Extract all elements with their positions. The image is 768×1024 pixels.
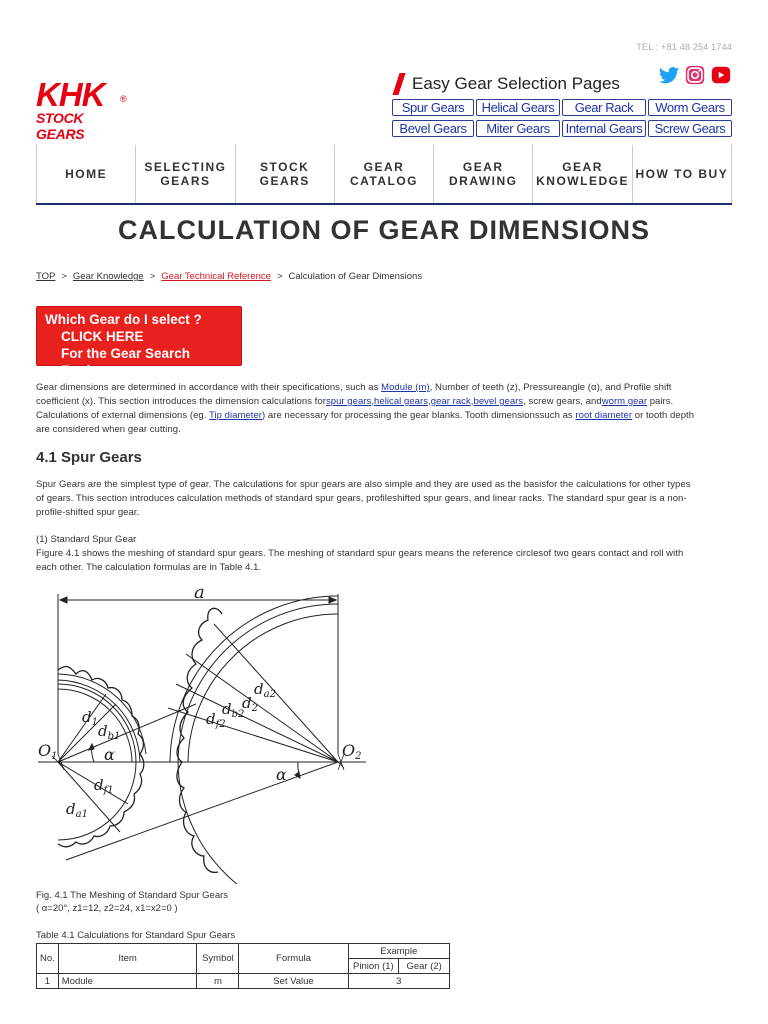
nav-selecting-gears-label-2: GEARS — [160, 174, 211, 188]
header-example: Example — [348, 944, 450, 959]
label-center-distance: a — [194, 584, 205, 603]
cta-line-2: CLICK HERE — [61, 329, 144, 344]
spur-gears-paragraph — [36, 478, 732, 520]
nav-gear-catalog-label-2: CATALOG — [349, 174, 418, 188]
breadcrumb-gear-knowledge[interactable]: Gear Knowledge — [72, 271, 144, 282]
gear-meshing-diagram — [36, 584, 376, 884]
tip-diameter-link[interactable]: Tip diameter — [208, 410, 263, 421]
page-title: CALCULATION OF GEAR DIMENSIONS — [118, 215, 650, 245]
cell-item: Module — [58, 974, 197, 989]
module-link[interactable]: Module (m) — [381, 382, 430, 393]
header-symbol: Symbol — [197, 944, 239, 974]
intro-text: Calculations of external dimensions (eg. — [36, 410, 209, 421]
cell-example: 3 — [348, 974, 450, 989]
table-row — [37, 974, 450, 989]
paragraph-line: each other. The calculation formulas are in Table 4.1. — [36, 562, 262, 573]
breadcrumb-sep: > — [61, 271, 67, 282]
logo-stock-gears-text: STOCK GEARS — [36, 110, 85, 142]
nav-home[interactable] — [36, 145, 135, 203]
intro-text: , Number of teeth (z), Pressureangle (α), and Profile shift — [429, 382, 672, 393]
nav-selecting-gears[interactable] — [135, 145, 234, 203]
nav-gear-knowledge[interactable] — [532, 145, 631, 203]
intro-text: , — [371, 396, 375, 407]
label-d2: $d_2$ — [242, 694, 258, 714]
intro-text: coefficient (x). This section introduces the dimension calculations for — [36, 396, 326, 407]
spur-gear-calculation-table — [36, 943, 450, 989]
label-db2: $d_{b2}$ — [222, 700, 245, 720]
intro-text: ) are necessary for processing the gear blanks. Tooth dimensionssuch as — [262, 410, 576, 421]
cta-line-3: For the Gear Search Engine — [61, 346, 191, 378]
label-alpha-2: α — [276, 765, 287, 784]
link-bevel-gears[interactable]: Bevel Gears — [392, 120, 474, 137]
breadcrumb-top[interactable]: TOP — [36, 271, 56, 282]
nav-gear-knowledge-label-1: GEAR — [562, 160, 603, 174]
tel-number: TEL : +81 48 254 1744 — [636, 42, 732, 52]
label-alpha-1: α — [104, 745, 115, 764]
breadcrumb-sep: > — [276, 271, 283, 282]
breadcrumb — [36, 271, 422, 282]
nav-gear-catalog[interactable] — [334, 145, 433, 203]
nav-home-label: HOME — [65, 167, 108, 181]
link-internal-gears[interactable]: Internal Gears — [562, 120, 646, 137]
paragraph-line: of gears. This section introduces calculation methods of standard spur gears, profileshifted spur gears, and linear racks. The standard spur gear is a non- — [36, 493, 687, 504]
intro-text: Gear dimensions are determined in accordance with their specifications, such as — [36, 382, 382, 393]
social-links — [658, 64, 732, 86]
header-item: Item — [58, 944, 197, 974]
intro-text: are considered when gear cutting. — [36, 424, 181, 435]
easy-gear-selection[interactable] — [396, 72, 620, 96]
khk-logo[interactable] — [36, 76, 132, 142]
standard-spur-gear-paragraph — [36, 533, 732, 575]
header-gear: Gear (2) — [399, 959, 450, 974]
spur-gears-link[interactable]: spur gears — [325, 396, 372, 407]
intro-paragraph — [36, 381, 732, 437]
paragraph-line: Spur Gears are the simplest type of gear. The calculations for spur gears are also simple and they are used as the basisfor the calculations for other types — [36, 479, 691, 490]
worm-gear-link[interactable]: worm gear — [601, 396, 648, 407]
main-nav — [36, 145, 732, 205]
table-title: Table 4.1 Calculations for Standard Spur Gears — [36, 930, 236, 941]
logo-khk-text: KHK — [36, 76, 105, 113]
breadcrumb-sep: > — [149, 271, 156, 282]
figure-caption-title: Fig. 4.1 The Meshing of Standard Spur Gears — [36, 890, 229, 901]
paragraph-line: profile-shifted spur gear. — [36, 507, 140, 518]
gear-type-links — [392, 99, 732, 137]
cell-no: 1 — [37, 974, 59, 989]
label-o2: O2 — [342, 741, 362, 762]
label-db1: $d_{b1}$ — [98, 722, 121, 742]
nav-how-to-buy-label: HOW TO BUY — [635, 167, 729, 181]
nav-gear-drawing[interactable] — [433, 145, 532, 203]
intro-text: , screw gears, and — [523, 396, 602, 407]
twitter-icon[interactable] — [658, 64, 680, 86]
root-diameter-link[interactable]: root diameter — [575, 410, 633, 421]
link-screw-gears[interactable]: Screw Gears — [648, 120, 732, 137]
header-no: No. — [37, 944, 59, 974]
nav-gear-drawing-label-2: DRAWING — [449, 174, 518, 188]
intro-text: , — [428, 396, 431, 407]
nav-gear-catalog-label-1: GEAR — [363, 160, 405, 174]
nav-stock-gears[interactable] — [235, 145, 334, 203]
link-worm-gears[interactable]: Worm Gears — [648, 99, 732, 116]
cell-symbol: m — [197, 974, 239, 989]
intro-text: or tooth depth — [632, 410, 695, 421]
figure-caption-params: ( α=20°, z1=12, z2=24, x1=x2=0 ) — [36, 903, 178, 914]
label-d1: $d_1$ — [82, 708, 98, 728]
label-o1: O1 — [38, 741, 58, 762]
easy-gear-selection-label: Easy Gear Selection Pages — [412, 74, 620, 93]
link-spur-gears[interactable]: Spur Gears — [392, 99, 474, 116]
table-header-row — [37, 944, 450, 959]
nav-selecting-gears-label-1: SELECTING — [144, 160, 227, 174]
figure-caption — [36, 889, 228, 915]
header-formula: Formula — [239, 944, 348, 974]
breadcrumb-gear-technical-reference[interactable]: Gear Technical Reference — [161, 271, 271, 282]
label-da1: $d_{a1}$ — [66, 800, 88, 820]
label-df2: $d_{f2}$ — [206, 710, 226, 730]
label-df1: $d_{f1}$ — [94, 776, 114, 796]
link-gear-rack[interactable]: Gear Rack — [562, 99, 646, 116]
header-pinion: Pinion (1) — [348, 959, 399, 974]
cta-line-1: Which Gear do I select ? — [45, 312, 202, 327]
instagram-icon[interactable] — [684, 64, 706, 86]
cell-formula: Set Value — [239, 974, 348, 989]
intro-text: , — [470, 396, 474, 407]
nav-how-to-buy[interactable] — [632, 145, 732, 203]
gear-search-engine-banner[interactable] — [36, 306, 242, 378]
red-slash-icon — [392, 73, 405, 95]
link-miter-gears[interactable]: Miter Gears — [476, 120, 560, 137]
helical-gears-link[interactable]: helical gears — [374, 396, 429, 407]
subheading: (1) Standard Spur Gear — [36, 534, 137, 545]
paragraph-line: Figure 4.1 shows the meshing of standard spur gears. The meshing of standard spur gears means the reference circlesof two gears contact and roll with — [36, 548, 684, 559]
breadcrumb-current: Calculation of Gear Dimensions — [288, 271, 423, 282]
nav-stock-gears-label: STOCK GEARS — [259, 160, 310, 188]
label-da2: $d_{a2}$ — [254, 680, 276, 700]
intro-text: pairs. — [647, 396, 674, 407]
section-heading: 4.1 Spur Gears — [36, 449, 142, 466]
bevel-gears-link[interactable]: bevel gears — [473, 396, 524, 407]
link-helical-gears[interactable]: Helical Gears — [476, 99, 560, 116]
logo-registered-mark: ® — [120, 94, 127, 104]
youtube-icon[interactable] — [710, 64, 732, 86]
nav-gear-drawing-label-1: GEAR — [462, 160, 504, 174]
nav-gear-knowledge-label-2: KNOWLEDGE — [536, 174, 629, 188]
gear-rack-link[interactable]: gear rack — [430, 396, 471, 407]
